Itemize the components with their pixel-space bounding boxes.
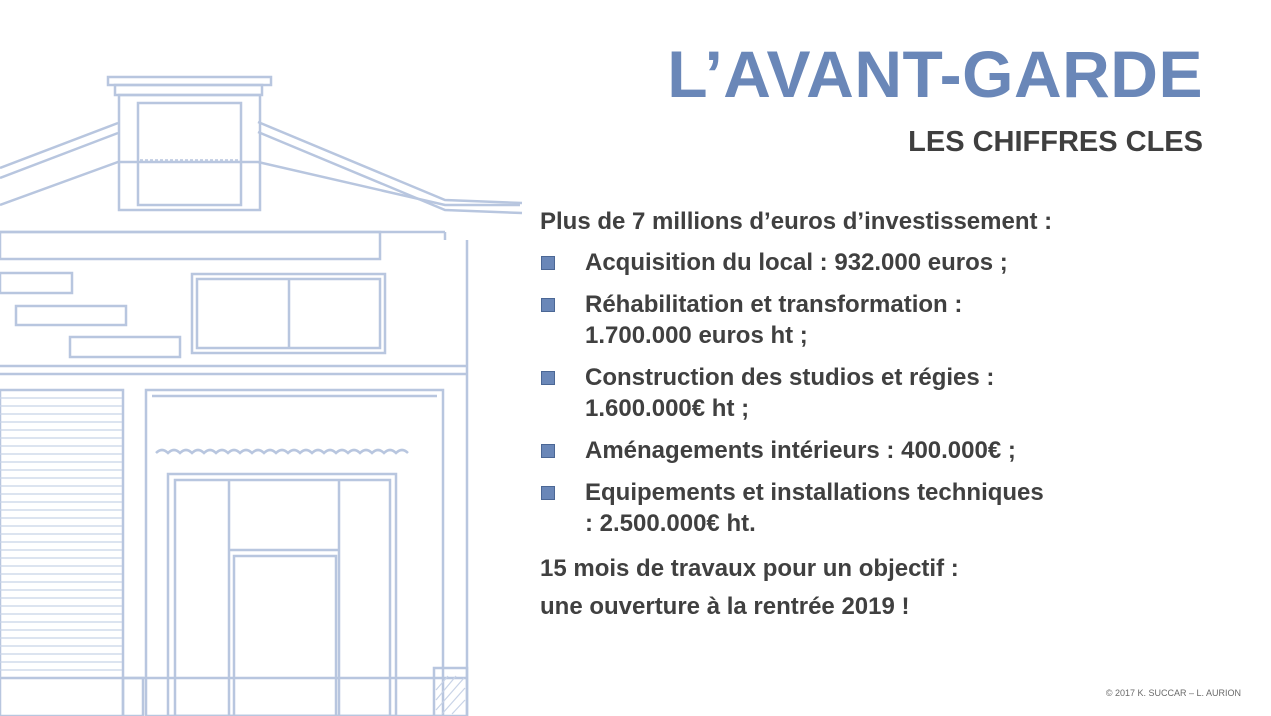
slide-title: L’AVANT-GARDE (667, 37, 1203, 111)
list-item-text: Construction des studios et régies : 1.600.000€ ht ; (585, 364, 995, 422)
key-figures-section (540, 205, 1240, 626)
square-bullet-icon (541, 256, 555, 270)
list-item (540, 289, 1240, 351)
list-item-text: Equipements et installations techniques : 2.500.000€ ht. (585, 479, 1044, 537)
closing-statement (540, 550, 1240, 626)
investment-list (540, 247, 1240, 539)
copyright-credit: © 2017 K. SUCCAR – L. AURION (1105, 688, 1241, 698)
list-item-text: Réhabilitation et transformation : 1.700.000 euros ht ; (585, 291, 963, 349)
slide-subtitle: LES CHIFFRES CLES (908, 126, 1203, 158)
investment-intro: Plus de 7 millions d’euros d’investissement : (540, 208, 1053, 235)
list-item (540, 435, 1240, 466)
list-item (540, 362, 1240, 424)
square-bullet-icon (541, 486, 555, 500)
square-bullet-icon (541, 444, 555, 458)
list-item-text: Acquisition du local : 932.000 euros ; (585, 249, 1008, 276)
list-item (540, 477, 1240, 539)
square-bullet-icon (541, 371, 555, 385)
list-item (540, 247, 1240, 278)
closing-line-opening: une ouverture à la rentrée 2019 ! (540, 593, 910, 620)
square-bullet-icon (541, 298, 555, 312)
closing-line-works: 15 mois de travaux pour un objectif : (540, 555, 959, 582)
list-item-text: Aménagements intérieurs : 400.000€ ; (585, 437, 1016, 464)
